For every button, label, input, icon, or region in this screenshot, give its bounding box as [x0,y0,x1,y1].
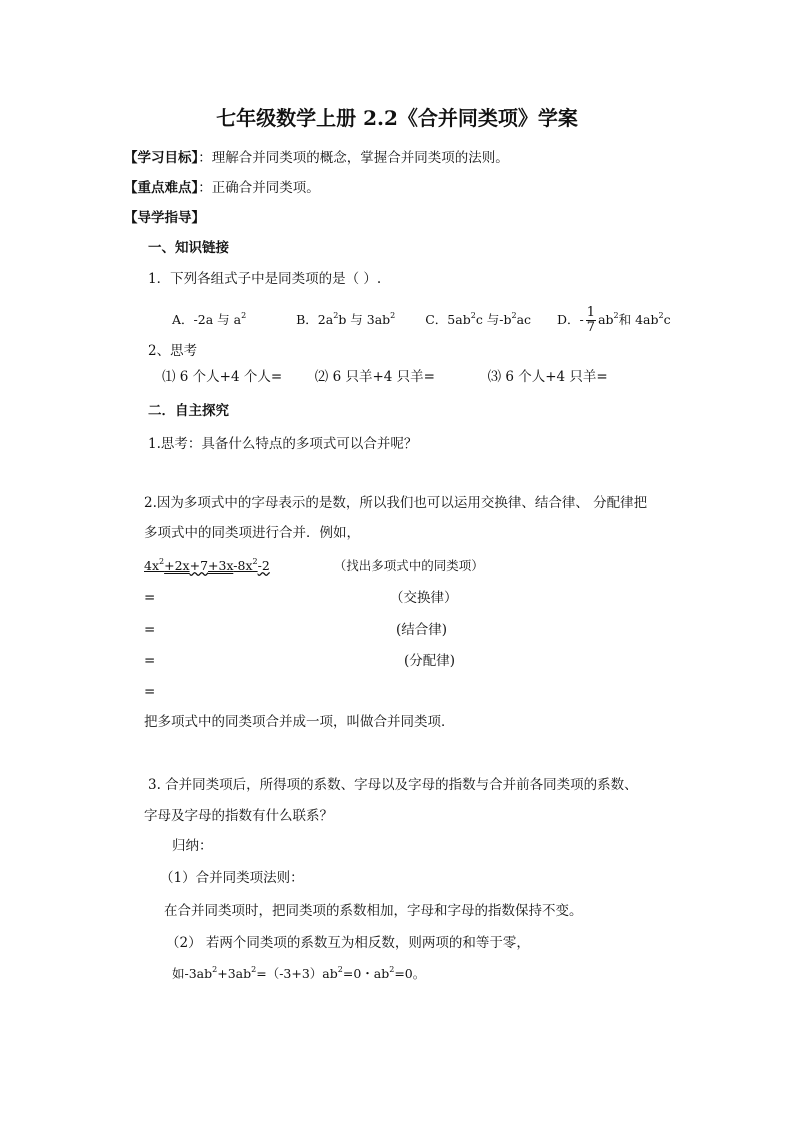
think-item-3: ⑶ 6 个人+4 只羊= [487,369,608,385]
guide-label: 【导学指导】 [124,210,205,226]
learning-goal [124,150,509,166]
key-difficulty-text: ：正确合并同类项。 [198,180,320,196]
step-2-note: (结合律) [396,622,448,638]
question-1-options [172,306,671,334]
page-title: 七年级数学上册 2.2《合并同类项》学案 [216,106,578,130]
summary-label: 归纳： [172,838,213,854]
think-item-1: ⑴ 6 个人+4 个人= [162,369,283,385]
equation-step-4: = [144,684,156,700]
rule-2: （2） 若两个同类项的系数互为相反数，则两项的和等于零， [166,935,530,951]
key-difficulty-label: 【重点难点】 [124,180,199,196]
option-b: B．$2a^2b$ 与 $3ab^2$ [296,310,396,327]
key-difficulty [124,180,320,196]
explore-question-3-line-1: 3. 合并同类项后，所得项的系数、字母以及字母的指数与合并前各同类项的系数、 [148,777,638,793]
term-4x2: $4x^2$ [144,557,165,573]
step-3-note: (分配律) [404,653,456,669]
option-a: A．-2a 与 $a^2$ [172,310,247,327]
section-knowledge-link: 一、知识链接 [148,240,229,256]
term-7: +7 [189,558,209,573]
explore-question-2-line-1: 2.因为多项式中的字母表示的是数，所以我们也可以运用交换律、结合律、 分配律把 [144,495,648,511]
learning-goal-text: ：理解合并同类项的概念，掌握合并同类项的法则。 [198,150,509,166]
term-2x: +2x [164,558,190,573]
learning-goal-label: 【学习目标】 [124,150,199,166]
equation-step-1: = （交换律） [144,590,458,606]
explore-question-3-line-2: 字母及字母的指数有什么联系？ [144,808,333,824]
explore-question-2-line-2: 多项式中的同类项进行合并．例如， [144,525,360,541]
expression-note: （找出多项式中的同类项） [333,558,484,573]
rule-title: （1）合并同类项法则： [160,870,304,886]
question-2: 2、思考 [148,343,198,359]
term-2: -2 [257,558,270,573]
term-8x2: $-8x^2$ [233,557,258,573]
question-1: 1．下列各组式子中是同类项的是（ ）. [148,271,382,287]
rule-text: 在合并同类项时，把同类项的系数相加，字母和字母的指数保持不变。 [164,903,583,919]
question-2-items [162,369,608,385]
definition-text: 把多项式中的同类项合并成一项，叫做合并同类项． [144,714,455,730]
example-expression [144,558,484,573]
equation-step-2: = (结合律) [144,622,448,638]
term-3x: +3x [208,558,234,573]
explore-question-1: 1.思考：具备什么特点的多项式可以合并呢？ [148,436,418,452]
equation-step-3: = (分配律) [144,653,456,669]
option-d: D．- $\frac{1}{7}$ $ab^2$和 $4ab^2c$ [557,305,671,335]
option-c: C．$5ab^2c$ 与$-b^2ac$ [425,310,532,327]
example-line: 如$-3ab^2+3ab^2=(-3+3)ab^2=0$・$ab^2=0$。 [172,965,426,981]
step-1-note: （交换律） [390,590,458,606]
section-self-explore: 二．自主探究 [148,403,229,419]
fraction-one-seventh: $\frac{1}{7}$ [586,305,596,335]
think-item-2: ⑵ 6 只羊+4 只羊= [314,369,435,385]
